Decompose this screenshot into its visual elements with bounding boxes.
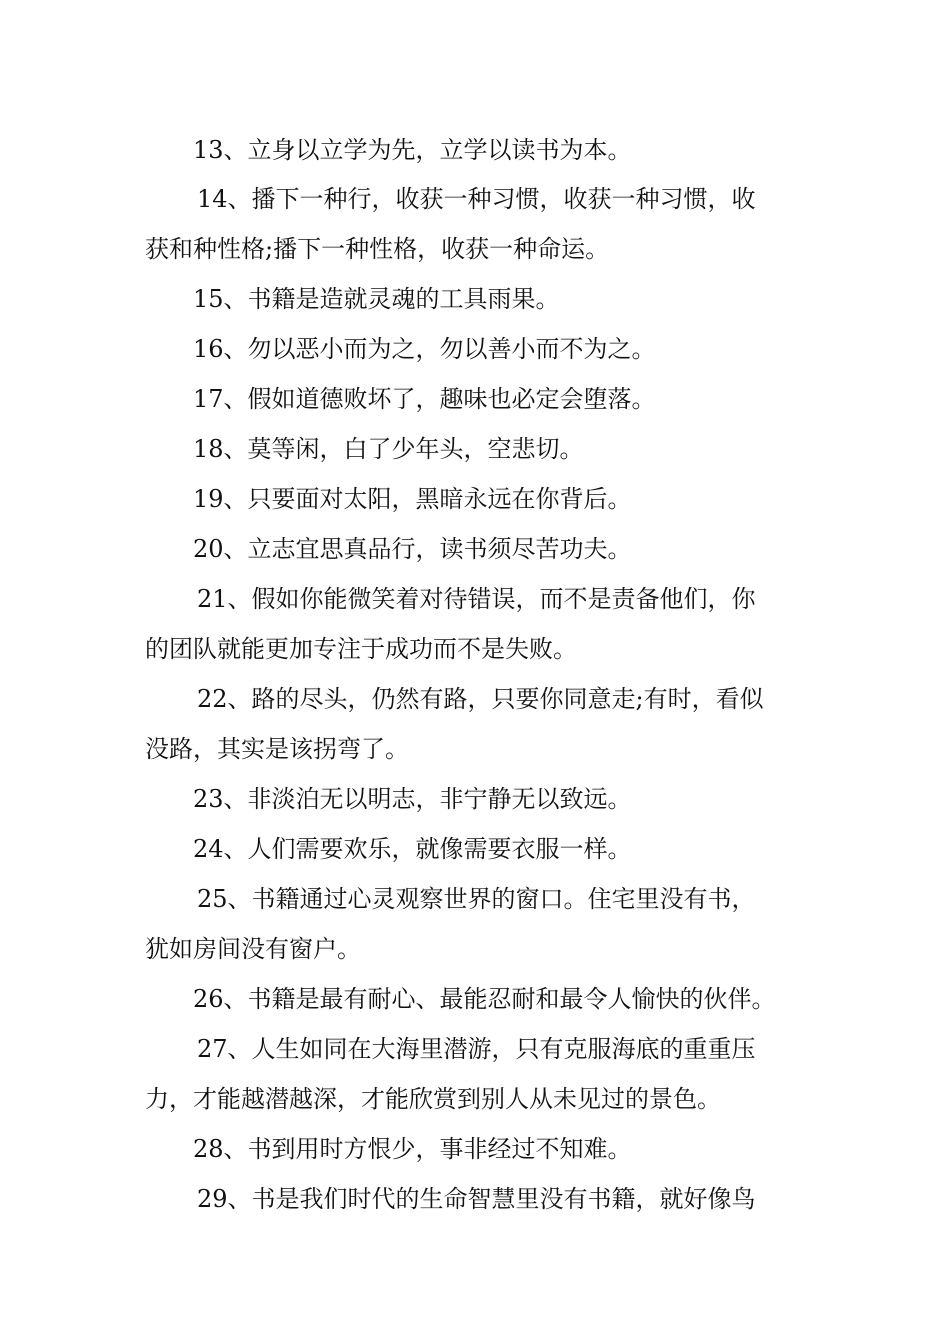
quote-22-line-2: 没路，其实是该拐弯了。	[145, 735, 409, 763]
quote-27-line-1: 27、人生如同在大海里潜游，只有克服海底的重重压	[197, 1035, 756, 1063]
quote-18: 18、莫等闲，白了少年头，空悲切。	[193, 435, 584, 463]
quote-21-line-2: 的团队就能更加专注于成功而不是失败。	[145, 635, 577, 663]
quote-13: 13、立身以立学为先，立学以读书为本。	[193, 136, 632, 164]
quote-14-line-2: 获和种性格;播下一种性格，收获一种命运。	[145, 235, 610, 263]
quote-17: 17、假如道德败坏了，趣味也必定会堕落。	[193, 385, 656, 413]
quote-28: 28、书到用时方恨少，事非经过不知难。	[193, 1135, 632, 1163]
quote-29-line-1: 29、书是我们时代的生命智慧里没有书籍，就好像鸟	[197, 1185, 756, 1213]
quote-25-line-2: 犹如房间没有窗户。	[145, 935, 361, 963]
quote-21-line-1: 21、假如你能微笑着对待错误，而不是责备他们，你	[197, 585, 756, 613]
quote-20: 20、立志宜思真品行，读书须尽苦功夫。	[193, 535, 632, 563]
quote-23: 23、非淡泊无以明志，非宁静无以致远。	[193, 785, 632, 813]
quote-14-line-1: 14、播下一种行，收获一种习惯，收获一种习惯，收	[197, 185, 756, 213]
quote-16: 16、勿以恶小而为之，勿以善小而不为之。	[193, 335, 656, 363]
quote-24: 24、人们需要欢乐，就像需要衣服一样。	[193, 835, 632, 863]
quote-19: 19、只要面对太阳，黑暗永远在你背后。	[193, 485, 632, 513]
quote-25-line-1: 25、书籍通过心灵观察世界的窗口。住宅里没有书，	[197, 885, 756, 913]
quote-26: 26、书籍是最有耐心、最能忍耐和最令人愉快的伙伴。	[193, 985, 776, 1013]
quote-27-line-2: 力，才能越潜越深，才能欣赏到别人从未见过的景色。	[145, 1085, 721, 1113]
quote-15: 15、书籍是造就灵魂的工具雨果。	[193, 285, 560, 313]
quote-22-line-1: 22、路的尽头，仍然有路，只要你同意走;有时，看似	[197, 685, 764, 713]
